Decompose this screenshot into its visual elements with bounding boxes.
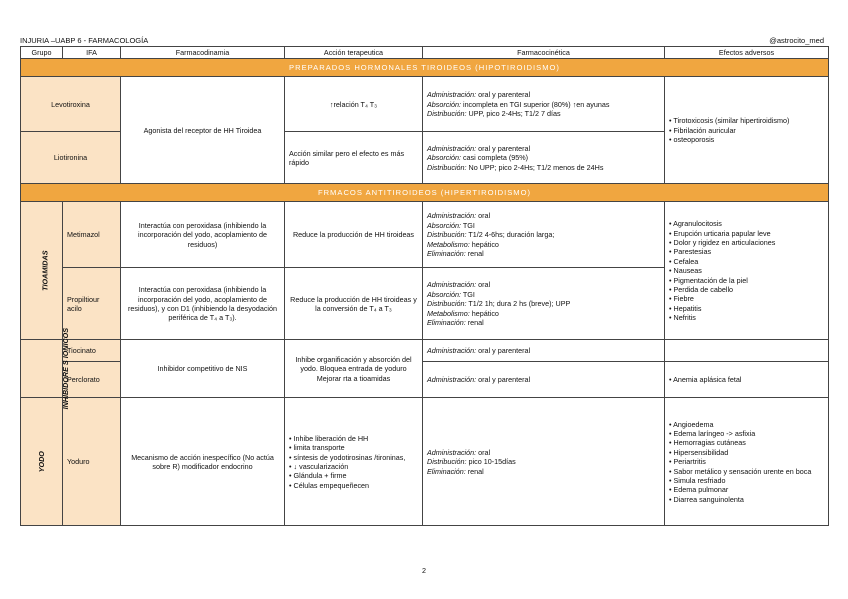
section-hipotiroidismo: PREPARADOS HORMONALES TIROIDEOS (HIPOTIROIDISMO) [21, 59, 829, 77]
farmacodinamia-cell: Interactúa con peroxidasa (inhibiendo la incorporación del yodo, acoplamiento de residuos), y con D1 (inhibiendo la desyodación periférica de T₄ a T₃). [121, 268, 285, 340]
pk-cell: Administración: oral Absorción: TGI Distribución: T1/2 1h; dura 2 hs (breve); UPP Metabolismo: hepático Eliminación: renal [423, 268, 665, 340]
document-title: INJURIA –UABP 6 - FARMACOLOGÍA [20, 36, 149, 45]
pk-cell: Administración: oral y parenteral Absorción: incompleta en TGI superior (80%) ↑en ayunas Distribución: UPP, pico 2-4Hs; T1/2 7 días [423, 77, 665, 132]
drug-name: Perclorato [63, 362, 121, 398]
header-row [21, 47, 829, 59]
accion-cell: ↑relación T₄ T₃ [285, 77, 423, 132]
drug-name: Liotironina [21, 132, 121, 184]
accion-cell: Acción similar pero el efecto es más rápido [285, 132, 423, 184]
accion-cell: Reduce la producción de HH tiroideas y la conversión de T₄ a T₃ [285, 268, 423, 340]
farmacodinamia-cell: Agonista del receptor de HH Tiroidea [121, 77, 285, 184]
page-number: 2 [422, 566, 426, 575]
table-row [21, 202, 829, 268]
col-ifa: IFA [63, 47, 121, 59]
pharmacology-table [20, 46, 829, 526]
pk-cell: Administración: oral y parenteral [423, 362, 665, 398]
efectos-cell: • Agranulocitosis • Erupción urticaria papular leve • Dolor y rigidez en articulaciones • Parestesias • Cefalea • Nauseas • Pigmentación de la piel • Perdida de cabello • Fiebre • Hepatitis • Nefritis [665, 202, 829, 340]
accion-cell: Inhibe organificación y absorción del yodo. Bloquea entrada de yoduro Mejorar rta a tioamidas [285, 340, 423, 398]
author-handle: @astrocito_med [769, 36, 824, 45]
group-yodo: YODO [21, 398, 63, 526]
group-inhibidores: INHIBIDORE S IONICOS [21, 340, 63, 398]
col-accion: Acción terapeutica [285, 47, 423, 59]
col-farmacocinetica: Farmacocinética [423, 47, 665, 59]
pk-cell: Administración: oral y parenteral Absorción: casi completa (95%) Distribución: No UPP; pico 2-4Hs; T1/2 menos de 24Hs [423, 132, 665, 184]
page-header [20, 36, 828, 46]
efectos-cell: • Angioedema • Edema laríngeo -> asfixia • Hemorragias cutáneas • Hipersensibilidad • Periartritis • Sabor metálico y sensación urente en boca • Simula resfriado • Edema pulmonar • Diarrea sanguinolenta [665, 398, 829, 526]
efectos-cell: • Anemia aplásica fetal [665, 362, 829, 398]
pk-cell: Administración: oral y parenteral [423, 340, 665, 362]
pk-cell: Administración: oral Absorción: TGI Distribución: T1/2 4-6hs; duración larga; Metabolismo: hepático Eliminación: renal [423, 202, 665, 268]
col-grupo: Grupo [21, 47, 63, 59]
group-tioamidas: TIOAMIDAS [21, 202, 63, 340]
table-row [21, 340, 829, 362]
efectos-cell: • Tirotoxicosis (similar hipertiroidismo) • Fibrilación auricular • osteoporosis [665, 77, 829, 184]
table-row [21, 77, 829, 132]
col-farmacodinamia: Farmacodinamia [121, 47, 285, 59]
drug-name: Levotiroxina [21, 77, 121, 132]
drug-name: Propiltiour acilo [63, 268, 121, 340]
drug-name: Yoduro [63, 398, 121, 526]
pk-cell: Administración: oral Distribución: pico 10-15días Eliminación: renal [423, 398, 665, 526]
efectos-cell [665, 340, 829, 362]
table-row [21, 398, 829, 526]
accion-cell: • Inhibe liberación de HH • limita transporte • síntesis de yodotirosinas /tironinas, • ↓ vascularización • Glándula + firme • Células empequeñecen [285, 398, 423, 526]
farmacodinamia-cell: Interactúa con peroxidasa (inhibiendo la incorporación del yodo, acoplamiento de residuos) [121, 202, 285, 268]
farmacodinamia-cell: Mecanismo de acción inespecífico (No actúa sobre R) modificador endocrino [121, 398, 285, 526]
accion-cell: Reduce la producción de HH tiroideas [285, 202, 423, 268]
section-hipertiroidismo: FRMACOS ANTITIROIDEOS (HIPERTIROIDISMO) [21, 184, 829, 202]
col-efectos: Efectos adversos [665, 47, 829, 59]
drug-name: Tiocinato [63, 340, 121, 362]
drug-name: Metimazol [63, 202, 121, 268]
farmacodinamia-cell: Inhibidor competitivo de NIS [121, 340, 285, 398]
